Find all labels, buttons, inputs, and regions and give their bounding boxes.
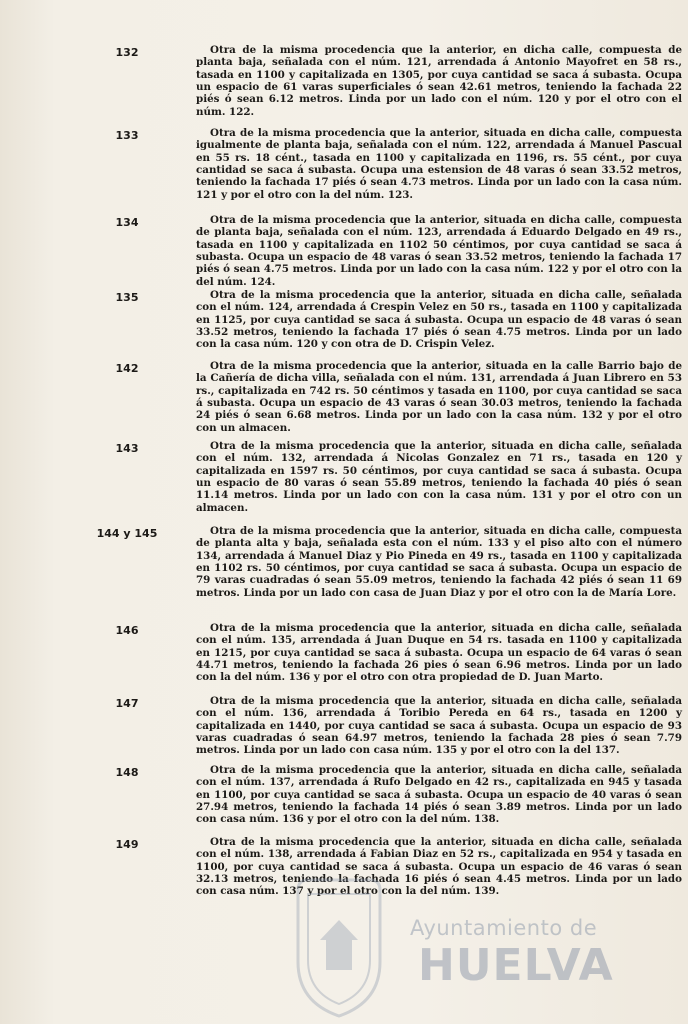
entry-132 <box>0 44 688 127</box>
entry-text: Otra de la misma procedencia que la anterior, situada en la calle Barrio bajo de la Cañería de dicha villa, señalada con el núm. 131, arrendada á Juan Librero en 53 rs., capitalizada en 742 rs. 50 céntimos y tasada en 1100, por cuya cantidad se saca á subasta. Ocupa un espacio de 43 varas ó sean 30.03 metros, teniendo la fachada 24 piés ó sean 6.68 metros. Linda por un lado con la casa núm. 132 y por el otro con un almacen. <box>196 360 682 434</box>
entry-text: Otra de la misma procedencia que la anterior, situada en dicha calle, compuesta de planta alta y baja, señalada esta con el núm. 133 y el piso alto con el número 134, arrendada á Manuel Diaz y Pio Pineda en 49 rs., tasada en 1100 y capitalizada en 1102 rs. 50 céntimos, por cuya cantidad se saca á subasta. Ocupa un espacio de 79 varas cuadradas ó sean 55.09 metros, teniendo la fachada 42 piés ó sean 11 69 metros. Linda por un lado con casa de Juan Diaz y por el otro con la de María Lore. <box>196 525 682 599</box>
entry-text: Otra de la misma procedencia que la anterior, en dicha calle, compuesta de planta baja, señalada con el núm. 121, arrendada á Antonio Mayofret en 58 rs., tasada en 1100 y capitalizada en 1305, por cuya cantidad se saca á subasta. Ocupa un espacio de 61 varas superficiales ó sean 42.61 metros, teniendo la fachada 22 piés ó sean 6.12 metros. Linda por un lado con el núm. 120 y por el otro con el núm. 122. <box>196 44 682 118</box>
entry-text: Otra de la misma procedencia que la anterior, situada en dicha calle, señalada con el núm. 124, arrendada á Crespin Velez en 50 rs., tasada en 1100 y capitalizada en 1125, por cuya cantidad se saca á subasta. Ocupa un espacio de 48 varas ó sean 33.52 metros, teniendo la fachada 17 piés ó sean 4.75 metros. Linda por un lado con la casa núm. 120 y con otra de D. Crispin Velez. <box>196 289 682 351</box>
entry-148 <box>0 764 688 836</box>
entry-number: 148 <box>115 766 139 779</box>
watermark-line2: HUELVA <box>418 940 614 991</box>
entry-number: 132 <box>115 46 139 59</box>
entry-143 <box>0 440 688 525</box>
entry-147 <box>0 695 688 764</box>
entry-number: 142 <box>115 362 139 375</box>
watermark-line1: Ayuntamiento de <box>410 916 598 940</box>
entry-133 <box>0 127 688 214</box>
entry-135 <box>0 289 688 360</box>
entry-134 <box>0 214 688 289</box>
entry-list <box>0 44 688 908</box>
entry-number: 146 <box>115 624 139 637</box>
entry-number: 134 <box>115 216 139 229</box>
entry-number: 135 <box>115 291 139 304</box>
entry-number: 147 <box>115 697 139 710</box>
entry-number: 149 <box>115 838 139 851</box>
entry-text: Otra de la misma procedencia que la anterior, situada en dicha calle, compuesta igualmente de planta baja, señalada con el núm. 122, arrendada á Manuel Pascual en 55 rs. 18 cént., tasada en 1100 y capitalizada en 1196, rs. 55 cént., por cuya cantidad se saca á subasta. Ocupa una estension de 48 varas ó sean 33.52 metros, teniendo la fachada 17 piés ó sean 4.73 metros. Linda por un lado con la casa núm. 121 y por el otro con la del núm. 123. <box>196 127 682 201</box>
entry-144-145 <box>0 525 688 622</box>
entry-number: 133 <box>115 129 139 142</box>
entry-text: Otra de la misma procedencia que la anterior, situada en dicha calle, señalada con el núm. 138, arrendada á Fabian Diaz en 52 rs., capitalizada en 954 y tasada en 1100, por cuya cantidad se saca á subasta. Ocupa un espacio de 46 varas ó sean 32.13 metros, teniendo la fachada 16 piés ó sean 4.45 metros. Linda por un lado con casa núm. 137 y por el otro con la del núm. 139. <box>196 836 682 898</box>
entry-142 <box>0 360 688 440</box>
entry-number: 144 y 145 <box>96 527 158 540</box>
entry-text: Otra de la misma procedencia que la anterior, situada en dicha calle, compuesta de planta baja, señalada con el núm. 123, arrendada á Eduardo Delgado en 49 rs., tasada en 1100 y capitalizada en 1102 50 céntimos, por cuya cantidad se saca á subasta. Ocupa un espacio de 48 varas ó sean 33.52 metros, teniendo la fachada 17 piés ó sean 4.75 metros. Linda por un lado con la casa núm. 122 y por el otro con la del núm. 124. <box>196 214 682 288</box>
entry-text: Otra de la misma procedencia que la anterior, situada en dicha calle, señalada con el núm. 136, arrendada á Toribio Pereda en 64 rs., tasada en 1200 y capitalizada en 1440, por cuya cantidad se saca á subasta. Ocupa un espacio de 93 varas cuadradas ó sean 64.97 metros, teniendo la fachada 28 pies ó sean 7.79 metros. Linda por un lado con casa núm. 135 y por el otro con la del 137. <box>196 695 682 757</box>
entry-number: 143 <box>115 442 139 455</box>
entry-146 <box>0 622 688 695</box>
entry-text: Otra de la misma procedencia que la anterior, situada en dicha calle, señalada con el núm. 132, arrendada á Nicolas Gonzalez en 71 rs., tasada en 120 y capitalizada en 1597 rs. 50 céntimos, por cuya cantidad se saca á subasta. Ocupa un espacio de 80 varas ó sean 55.89 metros, teniendo la fachada 40 piés ó sean 11.14 metros. Linda por un lado con con la casa núm. 131 y por el otro con un almacen. <box>196 440 682 514</box>
entry-text: Otra de la misma procedencia que la anterior, situada en dicha calle, señalada con el núm. 137, arrendada á Rufo Delgado en 42 rs., capitalizada en 945 y tasada en 1100, por cuya cantidad se saca á subasta. Ocupa un espacio de 40 varas ó sean 27.94 metros, teniendo la fachada 14 piés ó sean 3.89 metros. Linda por un lado con casa núm. 136 y por el otro con la del núm. 138. <box>196 764 682 826</box>
entry-text: Otra de la misma procedencia que la anterior, situada en dicha calle, señalada con el núm. 135, arrendada á Juan Duque en 54 rs. tasada en 1100 y capitalizada en 1215, por cuya cantidad se saca á subasta. Ocupa un espacio de 64 varas ó sean 44.71 metros, teniendo la fachada 26 pies ó sean 6.96 metros. Linda por un lado con la del núm. 136 y por el otro con otra propiedad de D. Juan Marto. <box>196 622 682 684</box>
